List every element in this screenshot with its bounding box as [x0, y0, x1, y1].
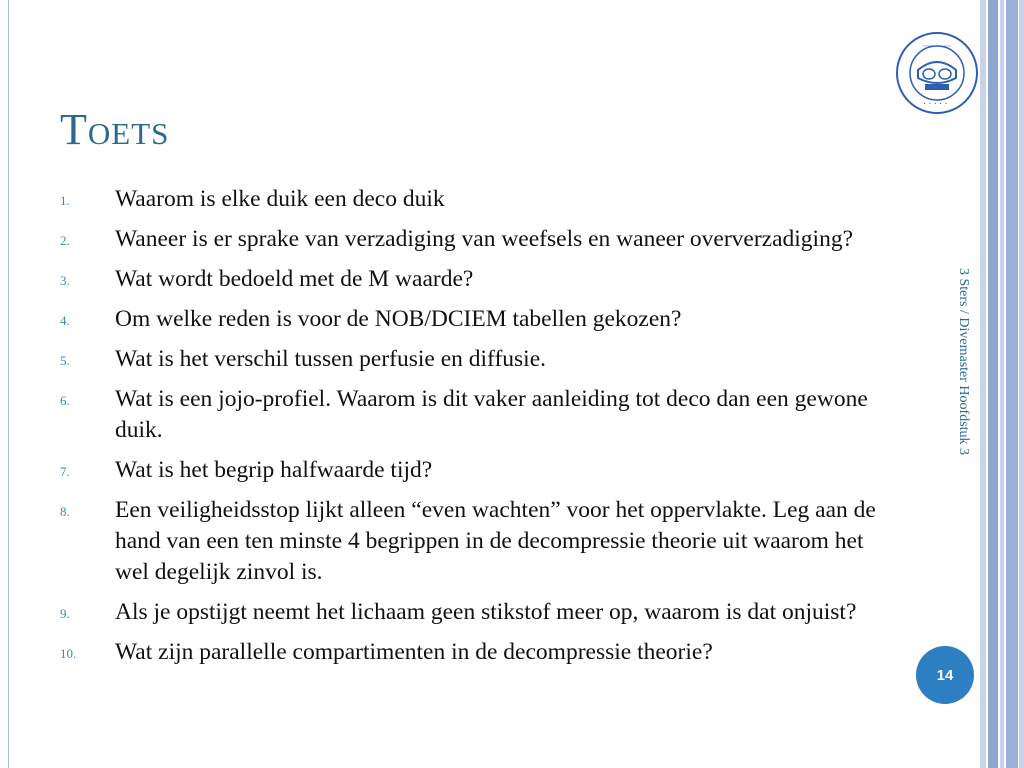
- question-number: 4.: [60, 313, 70, 328]
- question-number: 1.: [60, 193, 70, 208]
- question-text: Wat wordt bedoeld met de M waarde?: [115, 266, 474, 292]
- stripe-4: [1006, 0, 1018, 768]
- left-border-line: [8, 0, 9, 768]
- svg-text:·····: ·····: [923, 101, 951, 108]
- question-number: 6.: [60, 393, 70, 408]
- question-text: Om welke reden is voor de NOB/DCIEM tabellen gekozen?: [115, 306, 682, 332]
- question-text: Waarom is elke duik een deco duik: [115, 186, 445, 212]
- question-item: [60, 455, 890, 486]
- question-text: Als je opstijgt neemt het lichaam geen stikstof meer op, waarom is dat onjuist?: [115, 599, 857, 625]
- question-item: [60, 495, 890, 588]
- question-number: 8.: [60, 504, 70, 519]
- question-number: 10.: [60, 646, 77, 661]
- question-item: [60, 264, 890, 295]
- question-number: 7.: [60, 464, 70, 479]
- slide-title: Toets: [60, 105, 170, 154]
- stripe-3: [1000, 0, 1004, 768]
- right-decorative-stripes: [980, 0, 1024, 768]
- question-item: [60, 344, 890, 375]
- stripe-1: [980, 0, 986, 768]
- question-item: [60, 637, 890, 668]
- question-number: 5.: [60, 353, 70, 368]
- stripe-2: [988, 0, 998, 768]
- question-item: [60, 224, 890, 255]
- question-text: Wat is het verschil tussen perfusie en diffusie.: [115, 346, 547, 372]
- svg-text:~~~~~~~~: ~~~~~~~~: [922, 44, 952, 50]
- page-number-badge: [916, 646, 974, 704]
- question-text: Wat is het begrip halfwaarde tijd?: [115, 457, 433, 483]
- club-logo-icon: [894, 30, 980, 116]
- question-number: 9.: [60, 606, 70, 621]
- question-text: Waneer is er sprake van verzadiging van weefsels en waneer oververzadiging?: [115, 226, 854, 252]
- question-number: 2.: [60, 233, 70, 248]
- page-number: 14: [936, 666, 954, 684]
- question-item: [60, 304, 890, 335]
- question-number: 3.: [60, 273, 70, 288]
- question-item: [60, 184, 890, 215]
- stripe-5: [1019, 0, 1024, 768]
- side-caption: 3 Sters / Divemaster Hoofdstuk 3: [956, 268, 971, 456]
- question-item: [60, 597, 890, 628]
- question-item: [60, 384, 890, 446]
- question-text: Wat is een jojo-profiel. Waarom is dit vaker aanleiding tot deco dan een gewone duik.: [115, 386, 868, 443]
- question-list: [60, 184, 890, 677]
- question-text: Een veiligheidsstop lijkt alleen “even wachten” voor het oppervlakte. Leg aan de hand van een ten minste 4 begrippen in de decompressie theorie uit waarom het wel degelijk zinvol is.: [115, 497, 876, 585]
- question-text: Wat zijn parallelle compartimenten in de decompressie theorie?: [115, 639, 713, 665]
